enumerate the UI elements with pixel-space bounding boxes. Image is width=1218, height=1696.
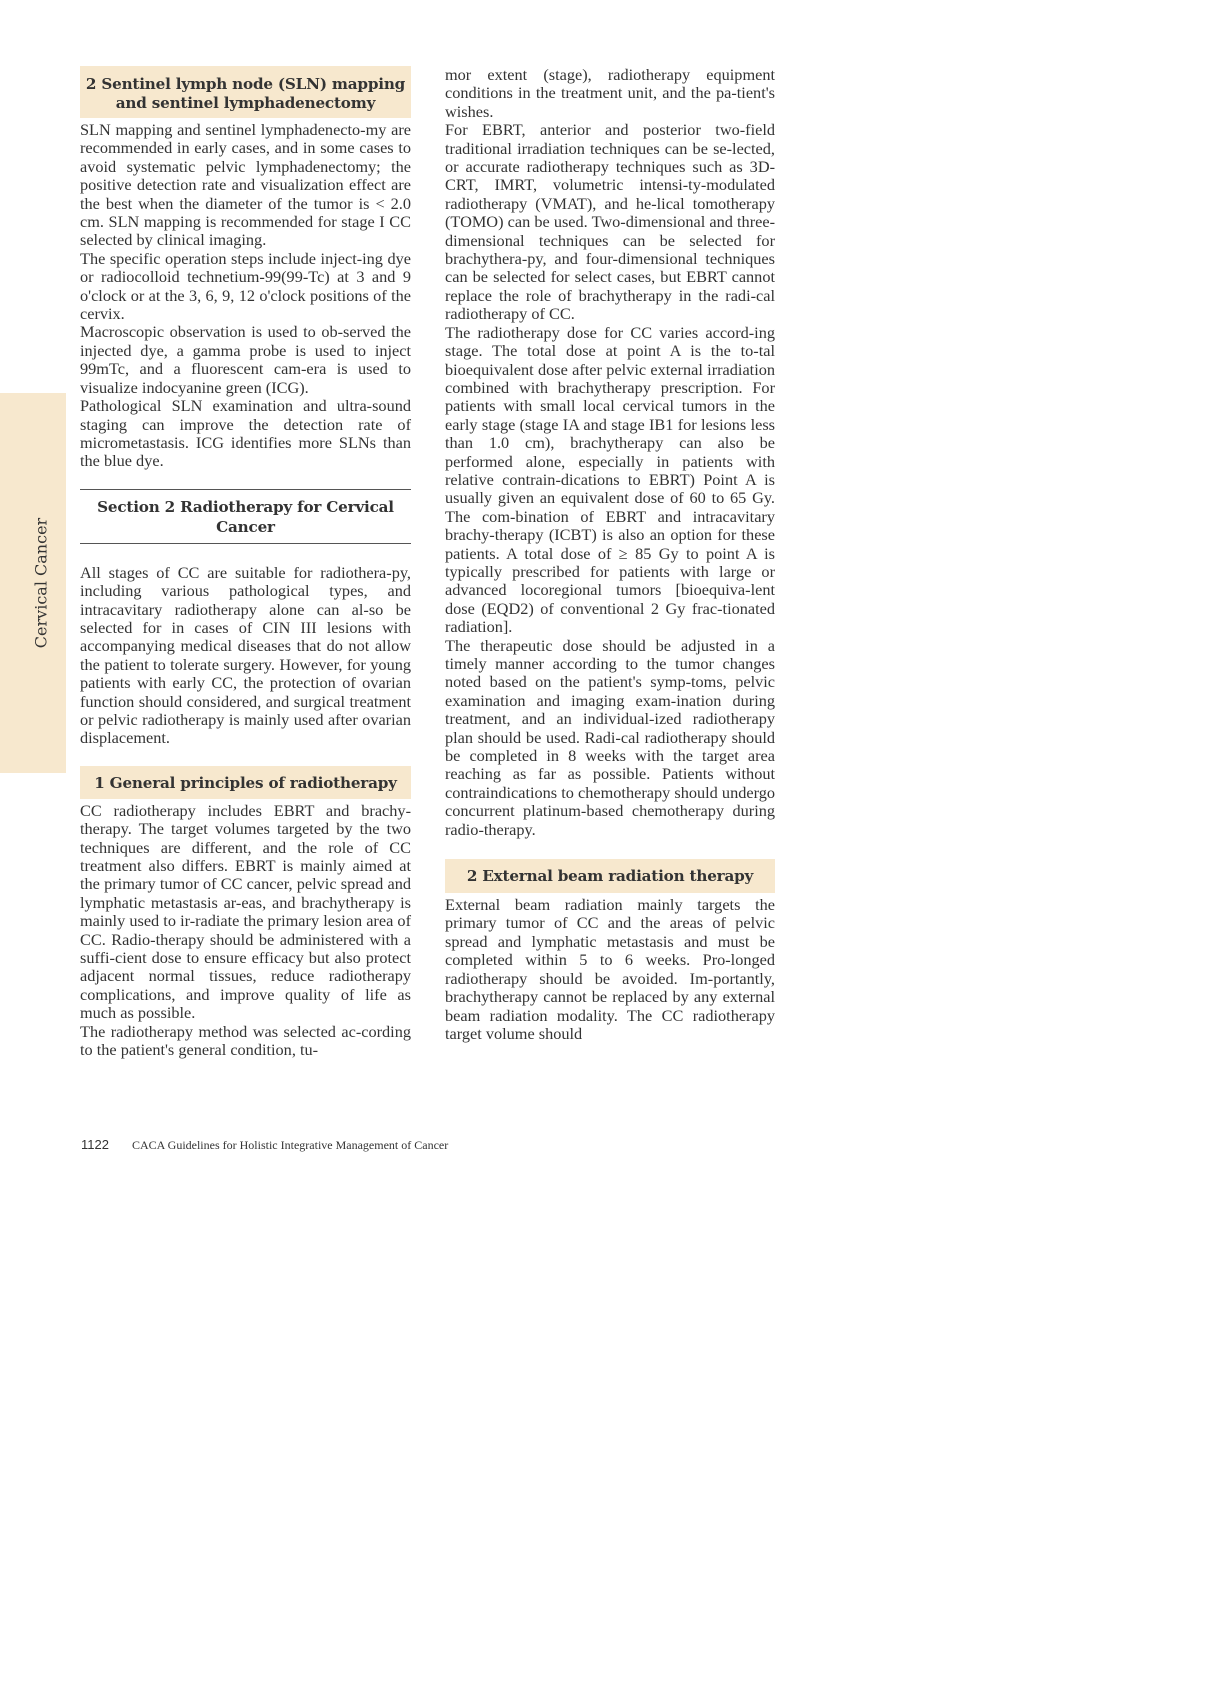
paragraph: mor extent (stage), radiotherapy equipment conditions in the treatment unit, and the pa-tient's wishes. [445,65,775,121]
section-title: Section 2 Radiotherapy for Cervical Cancer [80,489,411,544]
journal-title: CACA Guidelines for Holistic Integrative Management of Cancer [131,1138,449,1152]
paragraph: Pathological SLN examination and ultra-sound staging can improve the detection rate of micrometastasis. ICG identifies more SLNs than the blue dye. [80,396,411,471]
paragraph: The specific operation steps include inject-ing dye or radiocolloid technetium-99(99-Tc) at 3 and 9 o'clock or at the 3, 6, 9, 12 o'clock positions of the cervix. [80,248,411,324]
paragraph: External beam radiation mainly targets the primary tumor of CC and the areas of pelvic spread and lymphatic metastasis and must be completed within 5 to 6 weeks. Pro-longed radiotherapy should be avoided. Im-portantly, brachytherapy cannot be replaced by any external beam radiation modality. The CC radiotherapy target volume should [445,895,775,1043]
paragraph: SLN mapping and sentinel lymphadenecto-my are recommended in early cases, and in some cases to avoid systematic pelvic lymphadenectomy; the positive detection rate and visualization effect are the best when the diameter of the tumor is < 2.0 cm. SLN mapping is recommended for stage I CC selected by clinical imaging. [80,120,411,250]
paragraph: For EBRT, anterior and posterior two-field traditional irradiation techniques can be se-lected, or accurate radiotherapy techniques such as 3D-CRT, IMRT, volumetric intensi-ty-modulated radiotherapy (VMAT), and he-lical tomotherapy (TOMO) can be used. Two-dimensional and three-dimensional techniques can be selected for brachythera-py, and four-dimensional techniques can be selected for select cases, but EBRT cannot replace the role of brachytherapy in the radi-cal radiotherapy of CC. [445,120,775,324]
paragraph: The therapeutic dose should be adjusted in a timely manner according to the tumor changes noted based on the patient's symp-toms, pelvic examination and imaging exam-ination during treatment, and an individual-ized radiotherapy plan should be used. Radi-cal radiotherapy should be completed in 8 weeks with the target area reaching as far as possible. Patients without contraindications to chemotherapy should undergo concurrent platinum-based chemotherapy during radio-therapy. [445,635,775,839]
paragraph: The radiotherapy dose for CC varies accord-ing stage. The total dose at point A is the to-tal bioequivalent dose after pelvic external irradiation combined with brachytherapy prescription. For patients with small local cervical tumors in the early stage (stage IA and stage IB1 for lesions less than 1.0 cm), brachytherapy can also be performed alone, especially in patients with relative contrain-dications to EBRT) Point A is usually given an equivalent dose of 60 to 65 Gy. The com-bination of EBRT and intracavitary brachy-therapy (ICBT) is also an option for these patients. A total dose of ≥ 85 Gy to point A is typically prescribed for patients with large or advanced locoregional tumors [bioequiva-lent dose (EQD2) of conventional 2 Gy frac-tionated radiation]. [445,322,775,637]
paragraph: All stages of CC are suitable for radiothera-py, including various pathological types, and intracavitary radiotherapy alone can al-so be selected for in cases of CIN III lesions with accompanying medical diseases that do not allow the patient to tolerate surgery. However, for young patients with early CC, the protection of ovarian function should considered, and surgical treatment or pelvic radiotherapy is mainly used after ovarian displacement. [80,562,411,748]
heading-general-principles: 1 General principles of radiotherapy [80,766,411,799]
page-number: 1122 [81,1137,109,1152]
right-column [445,66,775,1043]
side-tab-label: Cervical Cancer [31,517,51,649]
paragraph: The radiotherapy method was selected ac-cording to the patient's general condition, tu- [80,1021,411,1060]
paragraph: Macroscopic observation is used to ob-served the injected dye, a gamma probe is used to inject 99mTc, and a fluorescent cam-era is used to visualize indocyanine green (ICG). [80,322,411,397]
page-footer [81,1137,448,1153]
paragraph: CC radiotherapy includes EBRT and brachy-therapy. The target volumes targeted by the two techniques are different, and the role of CC treatment also differs. EBRT is mainly aimed at the primary tumor of CC cancer, pelvic spread and lymphatic metastasis ar-eas, and brachytherapy is mainly used to ir-radiate the primary lesion area of CC. Radio-therapy should be administered with a suffi-cient dose to ensure efficacy but also protect adjacent normal tissues, reduce radiotherapy complications, and improve quality of life as much as possible. [80,800,411,1023]
heading-external-beam: 2 External beam radiation therapy [445,859,775,893]
heading-sln-mapping: 2 Sentinel lymph node (SLN) mapping and sentinel lymphadenectomy [80,66,411,118]
left-column [80,66,411,1059]
